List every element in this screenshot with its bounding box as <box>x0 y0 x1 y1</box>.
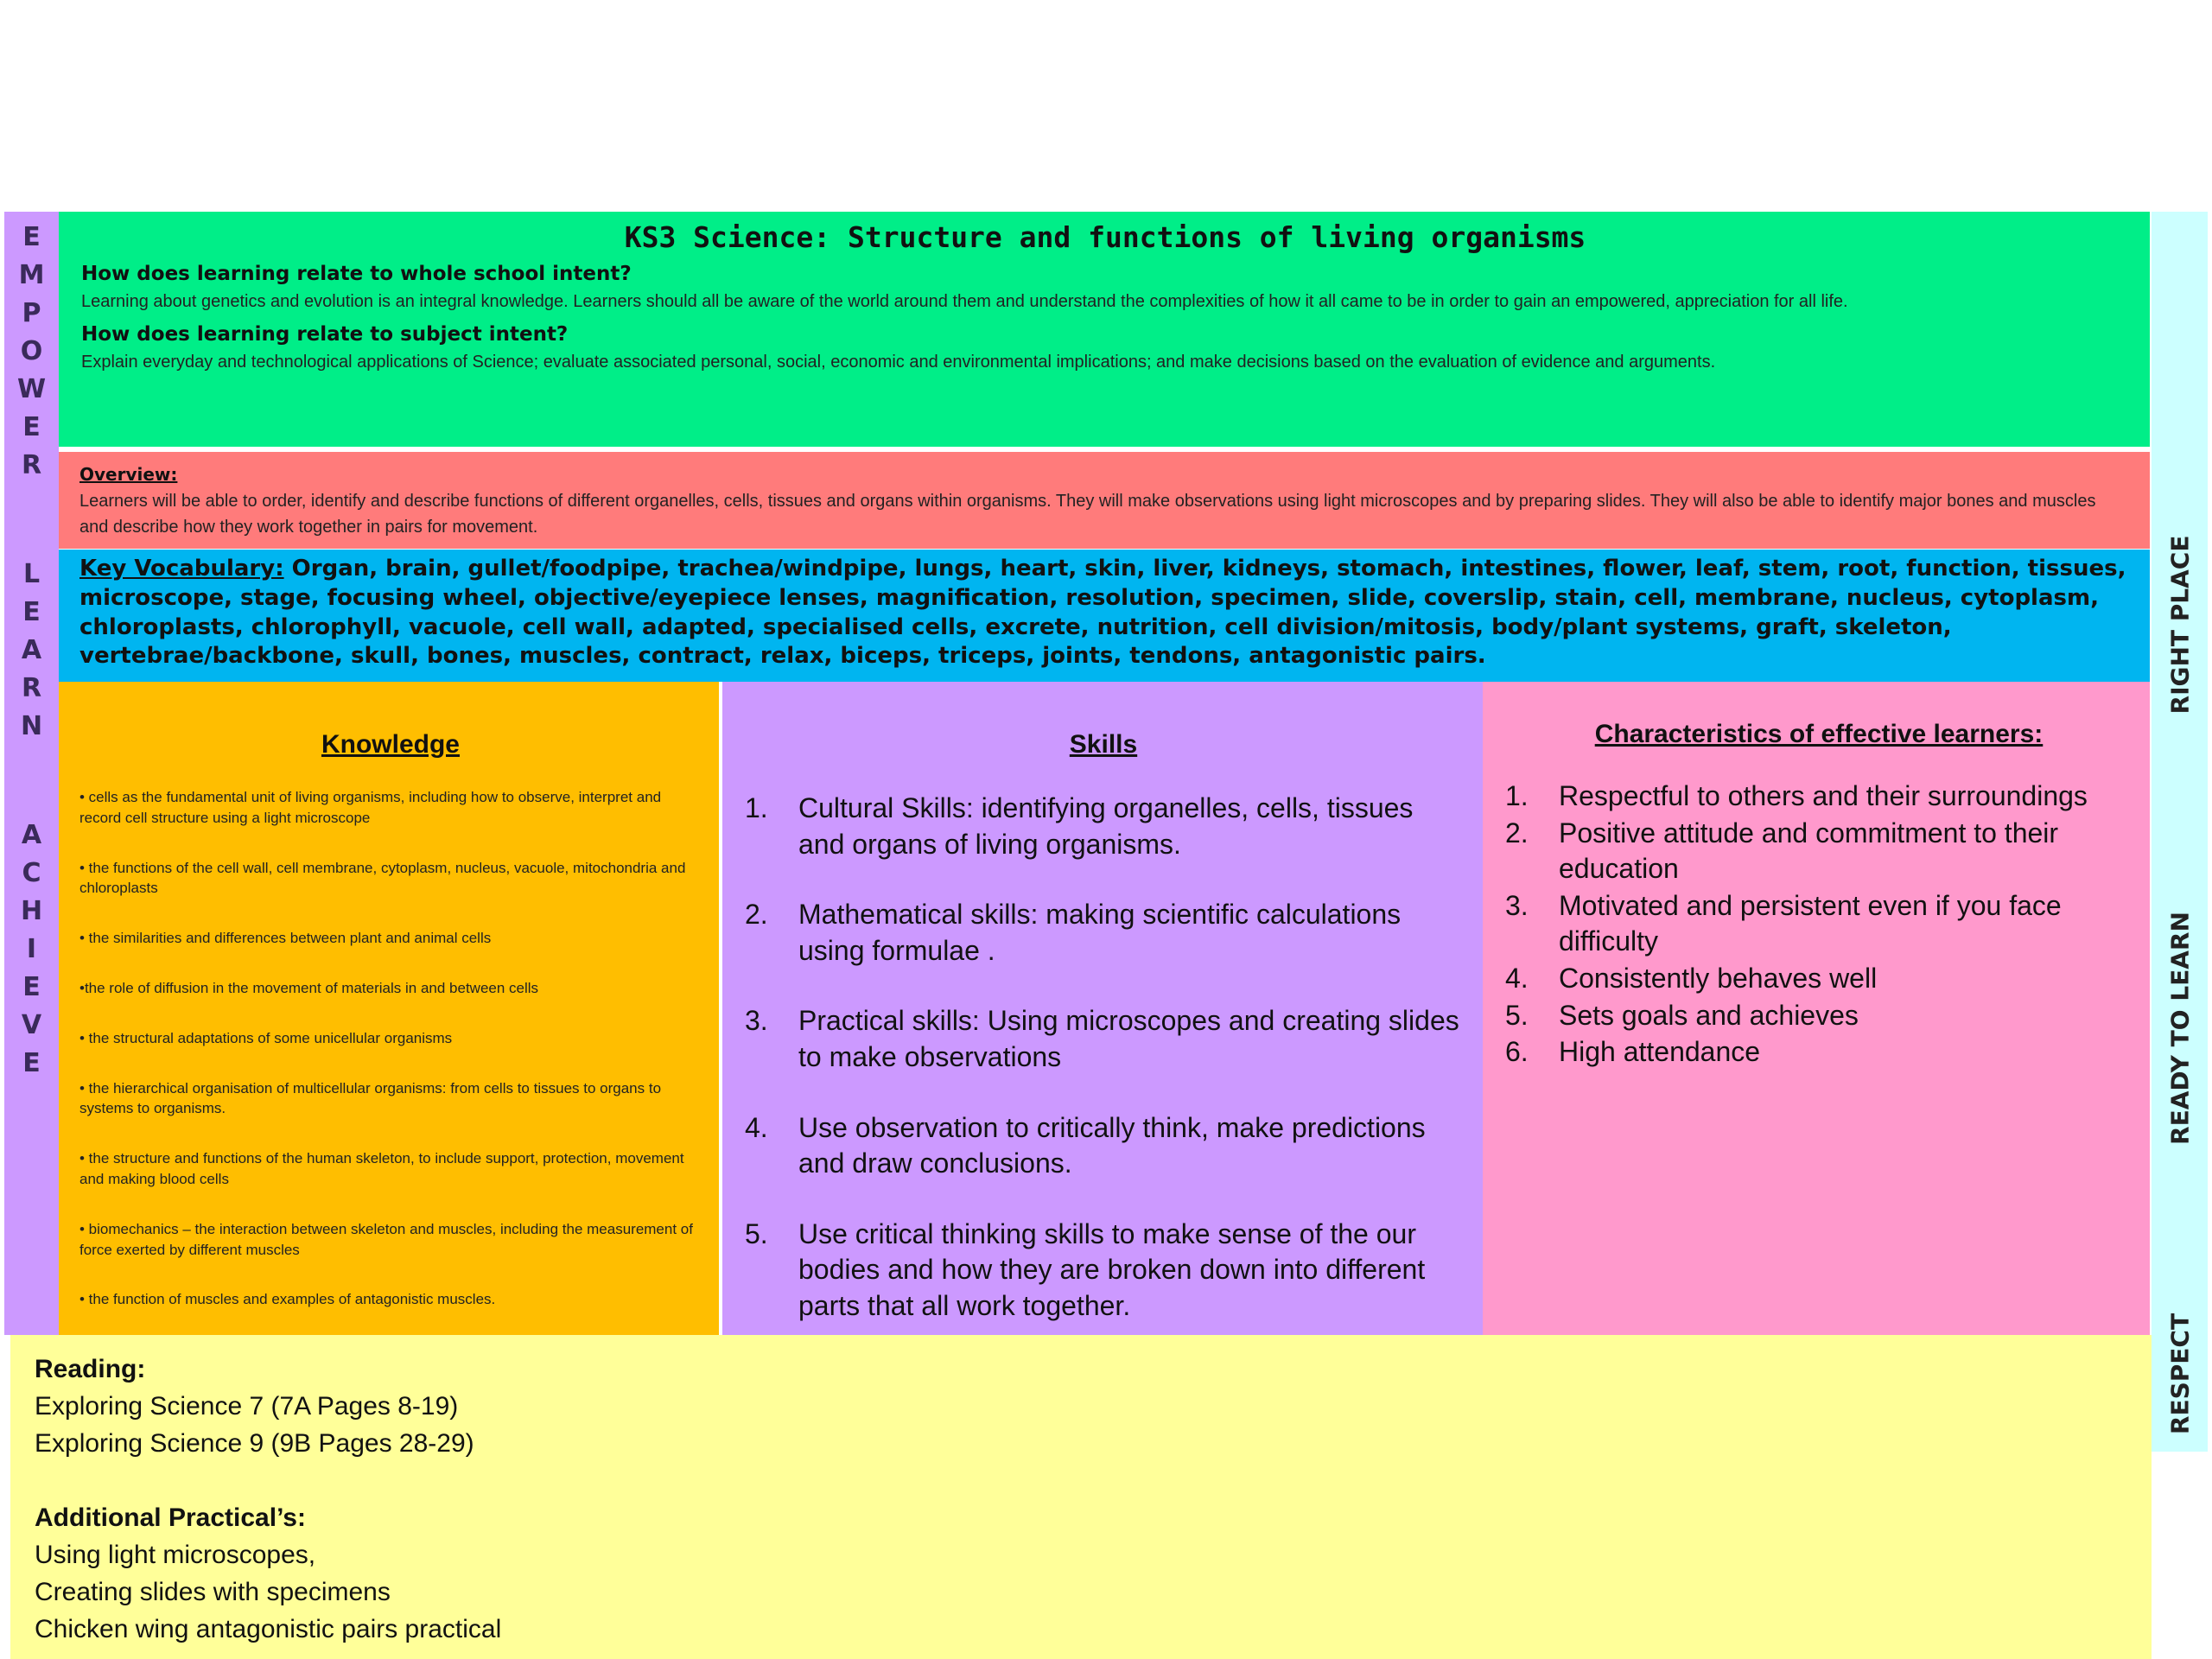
characteristics-item-text: Motivated and persistent even if you face difficulty <box>1559 889 2062 957</box>
empower-letter: P <box>22 298 41 328</box>
characteristics-item-text: Sets goals and achieves <box>1559 999 1859 1031</box>
learn-letter: E <box>22 597 41 627</box>
characteristics-item-number: 1. <box>1505 780 1529 811</box>
knowledge-section <box>59 682 719 1335</box>
learn-letter: A <box>21 635 42 665</box>
characteristics-section <box>1483 682 2150 1335</box>
empower-letter: O <box>20 336 43 366</box>
skills-item <box>745 1003 1462 1075</box>
empower-letter: M <box>18 260 45 290</box>
knowledge-heading: Knowledge <box>321 730 460 759</box>
school-intent-question: How does learning relate to whole school intent? <box>81 263 632 285</box>
practical-line: Using light microscopes, <box>35 1541 316 1569</box>
characteristics-item <box>1505 1034 2133 1071</box>
characteristics-heading: Characteristics of effective learners: <box>1594 720 2044 748</box>
knowledge-item: • the structural adaptations of some unicellular organisms <box>79 1029 453 1046</box>
achieve-letter: E <box>22 972 41 1002</box>
characteristics-item-number: 2. <box>1505 817 1529 849</box>
skills-list <box>745 791 1462 1325</box>
practical-line: Chicken wing antagonistic pairs practical <box>35 1615 502 1643</box>
characteristics-item-number: 4. <box>1505 962 1529 994</box>
achieve-letter: V <box>21 1010 42 1040</box>
key-vocabulary-label: Key Vocabulary: <box>79 556 284 582</box>
skills-item-text: Use observation to critically think, make predictions and draw conclusions. <box>798 1111 1426 1179</box>
right-values-strip <box>2152 212 2208 1452</box>
achieve-letter: E <box>22 1048 41 1078</box>
school-intent-answer: Learning about genetics and evolution is an integral knowledge. Learners should all be aware of the world around them and understand the complexities of how it all came to be in order to gain an empowered, appreciation for all life. <box>81 292 1848 311</box>
respect-label: RESPECT <box>2165 1313 2194 1435</box>
achieve-letter: I <box>26 934 37 964</box>
achieve-letter: A <box>21 820 42 850</box>
skills-item-text: Practical skills: Using microscopes and creating slides to make observations <box>798 1005 1459 1072</box>
key-vocabulary-text: Organ, brain, gullet/foodpipe, trachea/windpipe, lungs, heart, skin, liver, kidneys, stomach, intestines, flower, leaf, stem, root, function, tissues, microscope, stage, focusing wheel, objective/eyepiece lenses, magnification, resolution, specimen, slide, coverslip, stain, cell, membrane, nucleus, cytoplasm, chloroplasts, chlorophyll, vacuole, cell wall, adapted, specialised cells, excrete, nutrition, cell division/mitosis, body/plant systems, graft, skeleton, vertebrae/backbone, skull, bones, muscles, contract, relax, biceps, triceps, joints, tendons, antagonistic pairs. <box>79 556 2126 670</box>
spacer <box>35 1462 2152 1499</box>
characteristics-item <box>1505 816 2133 887</box>
knowledge-item: • the structure and functions of the human skeleton, to include support, protection, movement and making blood cells <box>79 1150 684 1187</box>
skills-item-number: 5. <box>745 1217 768 1249</box>
reading-section <box>10 1335 2152 1659</box>
achieve-letters <box>4 817 59 1083</box>
knowledge-item: •the role of diffusion in the movement of materials in and between cells <box>79 979 539 996</box>
characteristics-item-number: 5. <box>1505 999 1529 1031</box>
knowledge-list <box>79 787 702 1310</box>
knowledge-item: • cells as the fundamental unit of living organisms, including how to observe, interpret and record cell structure using a light microscope <box>79 789 662 826</box>
characteristics-item <box>1505 961 2133 997</box>
achieve-letter: H <box>20 896 43 926</box>
skills-section <box>722 682 1483 1335</box>
knowledge-item: • the hierarchical organisation of multicellular organisms: from cells to tissues to organs to systems to organisms. <box>79 1079 662 1117</box>
characteristics-item <box>1505 779 2133 815</box>
right-place-label: RIGHT PLACE <box>2165 535 2194 715</box>
skills-item <box>745 1217 1462 1325</box>
empower-letter: E <box>22 412 41 442</box>
learn-letter: L <box>22 559 41 589</box>
reading-line: Exploring Science 7 (7A Pages 8-19) <box>35 1392 459 1421</box>
skills-item <box>745 1110 1462 1182</box>
characteristics-item <box>1505 998 2133 1034</box>
overview-text: Learners will be able to order, identify and describe functions of different organelles, cells, tissues and organs within organisms. They will make observations using light microscopes and by preparing slides. They will also be able to identify major bones and muscles and describe how they work together in pairs for movement. <box>79 492 2096 537</box>
characteristics-list <box>1505 779 2133 1071</box>
skills-item <box>745 897 1462 969</box>
characteristics-item-text: Positive attitude and commitment to their education <box>1559 817 2059 885</box>
skills-heading: Skills <box>1069 730 1138 759</box>
ready-to-learn-label: READY TO LEARN <box>2165 912 2194 1145</box>
knowledge-item: • the function of muscles and examples of antagonistic muscles. <box>79 1291 496 1308</box>
left-values-strip <box>4 212 59 1335</box>
characteristics-item <box>1505 888 2133 960</box>
reading-line: Exploring Science 9 (9B Pages 28-29) <box>35 1429 474 1458</box>
skills-item <box>745 791 1462 862</box>
skills-item-text: Cultural Skills: identifying organelles, cells, tissues and organs of living organisms. <box>798 792 1414 860</box>
key-vocabulary-section <box>59 550 2150 682</box>
empower-letter: W <box>16 374 47 404</box>
learn-letter: R <box>21 673 42 703</box>
overview-heading: Overview: <box>79 464 178 485</box>
learn-letter: N <box>20 711 43 741</box>
achieve-letter: C <box>22 858 41 888</box>
skills-item-number: 2. <box>745 899 768 931</box>
practicals-heading: Additional Practical’s: <box>35 1503 306 1532</box>
knowledge-item: • the functions of the cell wall, cell membrane, cytoplasm, nucleus, vacuole, mitochondria and chloroplasts <box>79 859 686 897</box>
empower-letters <box>4 219 59 485</box>
reading-heading: Reading: <box>35 1355 146 1383</box>
skills-item-text: Mathematical skills: making scientific calculations using formulae . <box>798 899 1402 966</box>
overview-section <box>59 452 2150 549</box>
subject-intent-question: How does learning relate to subject intent? <box>81 323 569 346</box>
characteristics-item-text: Consistently behaves well <box>1559 962 1878 994</box>
characteristics-item-text: High attendance <box>1559 1036 1761 1068</box>
characteristics-item-number: 6. <box>1505 1036 1529 1068</box>
skills-item-number: 4. <box>745 1111 768 1143</box>
practical-line: Creating slides with specimens <box>35 1578 391 1606</box>
skills-item-text: Use critical thinking skills to make sense of the our bodies and how they are broken down into different parts that all work together. <box>798 1217 1426 1321</box>
skills-item-number: 1. <box>745 792 768 823</box>
knowledge-item: • biomechanics – the interaction between skeleton and muscles, including the measurement of force exerted by different muscles <box>79 1220 693 1258</box>
page-title: KS3 Science: Structure and functions of living organisms <box>624 220 1586 254</box>
skills-item-number: 3. <box>745 1005 768 1037</box>
subject-intent-answer: Explain everyday and technological applications of Science; evaluate associated personal, social, economic and environmental implications; and make decisions based on the evaluation of evidence and arguments. <box>81 353 1716 372</box>
learn-letters <box>4 556 59 746</box>
characteristics-item-text: Respectful to others and their surroundings <box>1559 780 2088 811</box>
intent-section <box>59 212 2150 447</box>
characteristics-item-number: 3. <box>1505 889 1529 921</box>
empower-letter: E <box>22 222 41 252</box>
knowledge-item: • the similarities and differences between plant and animal cells <box>79 930 492 947</box>
empower-letter: R <box>21 450 42 480</box>
